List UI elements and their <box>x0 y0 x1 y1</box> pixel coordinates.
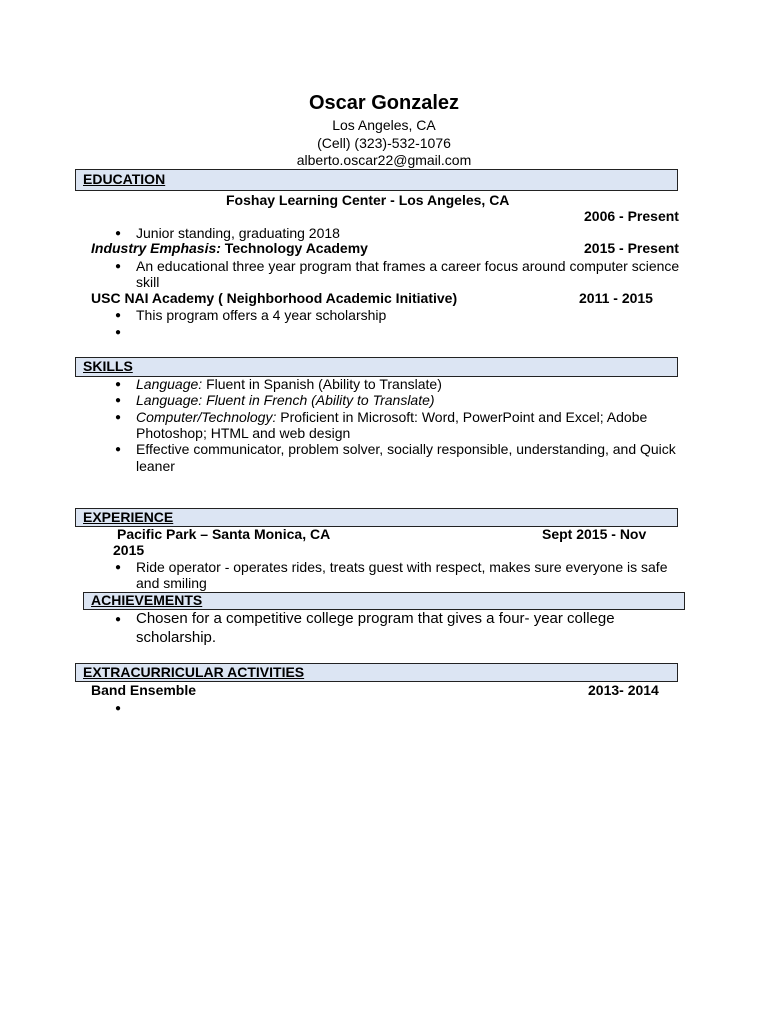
job-dates: Sept 2015 - Nov <box>542 526 647 542</box>
skill-1-label: Language: <box>136 376 203 392</box>
skill-3 <box>136 409 647 425</box>
section-header-activities <box>75 663 678 682</box>
school-name: Foshay Learning Center - Los Angeles, CA <box>226 192 510 208</box>
bullet-icon: ● <box>115 261 122 272</box>
skill-1 <box>136 376 442 392</box>
skill-3-line-2: Photoshop; HTML and web design <box>136 425 351 441</box>
skill-1-text: Fluent in Spanish (Ability to Translate) <box>202 376 442 392</box>
achievement-line-1: Chosen for a competitive college program that gives a four- year college <box>136 610 615 627</box>
education-bullet-1: Junior standing, graduating 2018 <box>136 225 340 241</box>
school-dates: 2006 - Present <box>584 208 679 224</box>
academy-dates: 2011 - 2015 <box>579 290 653 306</box>
bullet-icon: ● <box>115 614 122 625</box>
section-title-experience: EXPERIENCE <box>83 509 174 525</box>
section-title-education: EDUCATION <box>83 171 166 187</box>
activity-dates: 2013- 2014 <box>588 682 659 698</box>
skill-3-label: Computer/Technology: <box>136 409 277 425</box>
location: Los Angeles, CA <box>332 117 436 133</box>
section-header-experience <box>75 508 678 527</box>
job-dates-cont: 2015 <box>113 542 145 558</box>
academy-name: USC NAI Academy ( Neighborhood Academic Initiative) <box>91 290 458 306</box>
job-bullet-line-1: Ride operator - operates rides, treats guest with respect, makes sure everyone is safe <box>136 559 668 575</box>
education-bullet-2-line-1: An educational three year program that frames a career focus around computer science <box>136 258 680 274</box>
skill-2: Language: Fluent in French (Ability to Translate) <box>136 392 435 408</box>
section-header-skills <box>75 357 678 377</box>
industry-emphasis-label: Industry Emphasis: <box>91 240 221 256</box>
activity-name: Band Ensemble <box>91 682 197 698</box>
industry-emphasis-value: Technology Academy <box>220 240 368 256</box>
email: alberto.oscar22@gmail.com <box>296 152 472 168</box>
bullet-icon: ● <box>115 703 122 714</box>
job-title: Pacific Park – Santa Monica, CA <box>117 526 331 542</box>
section-title-activities: EXTRACURRICULAR ACTIVITIES <box>83 664 305 680</box>
skill-4-line-2: leaner <box>136 458 175 474</box>
bullet-icon: ● <box>115 412 122 423</box>
job-bullet-line-2: and smiling <box>136 575 207 591</box>
bullet-icon: ● <box>115 310 122 321</box>
section-header-education <box>75 169 678 191</box>
education-bullet-2-line-2: skill <box>136 274 160 290</box>
bullet-icon: ● <box>115 327 122 338</box>
resume-name: Oscar Gonzalez <box>308 92 460 114</box>
phone: (Cell) (323)-532-1076 <box>317 135 451 151</box>
skill-4-line-1: Effective communicator, problem solver, socially responsible, understanding, and Quick <box>136 441 676 457</box>
bullet-icon: ● <box>115 444 122 455</box>
industry-emphasis <box>91 240 368 256</box>
achievement-line-2: scholarship. <box>136 629 217 646</box>
education-bullet-3: This program offers a 4 year scholarship <box>136 307 387 323</box>
bullet-icon: ● <box>115 228 122 239</box>
skill-3-text: Proficient in Microsoft: Word, PowerPoint and Excel; Adobe <box>276 409 648 425</box>
bullet-icon: ● <box>115 395 122 406</box>
section-title-achievements: ACHIEVEMENTS <box>91 592 203 608</box>
section-header-achievements <box>83 592 685 610</box>
emphasis-dates: 2015 - Present <box>584 240 679 256</box>
bullet-icon: ● <box>115 562 122 573</box>
section-title-skills: SKILLS <box>83 358 133 374</box>
bullet-icon: ● <box>115 379 122 390</box>
